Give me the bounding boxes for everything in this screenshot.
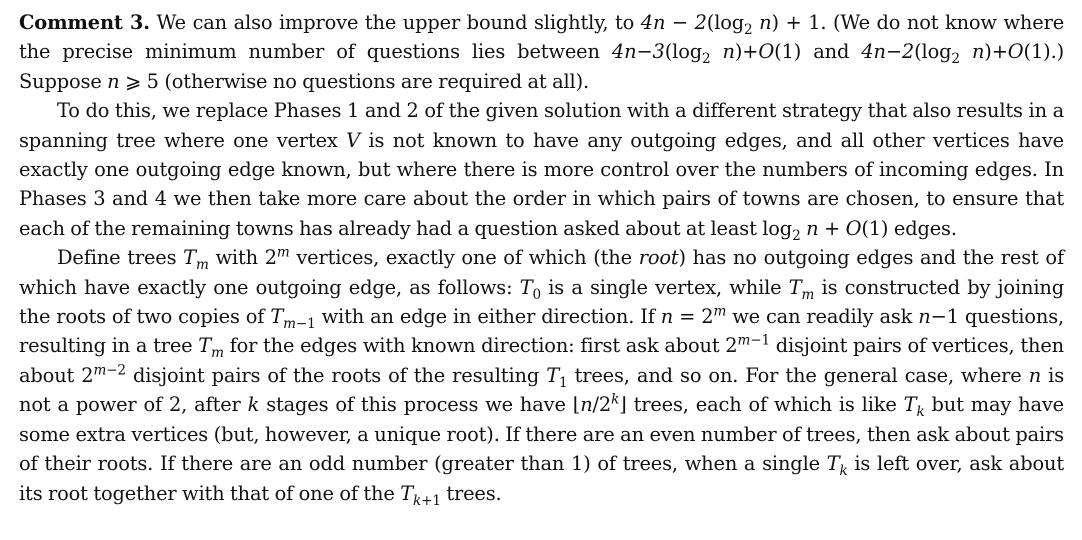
math-t-1: $T_1$ [546,363,568,391]
math-log-edges: $\log_2 n + O(1)$ [762,216,889,244]
text-span: is not known to have any outgoing edges, and all other vertices have exactly one outgoing edge known, but where there is more control over the numbers of incoming edges. In Phases 3 and 4 we then take more care about the order in which pairs of towns are chosen, to ensure that each of the remaining towns has already had a question asked about at least [19,128,1065,240]
math-t-k-plus-1: $T_{k+1}$ [400,481,441,509]
text-span: .) Suppose [19,40,1065,93]
math-t-m: $T_m$ [788,275,815,303]
math-k: k [247,393,260,417]
text-span: (otherwise no questions are required at all). [158,69,590,93]
math-n-eq-2-pow-m: n = 2$^m$ [660,303,727,329]
math-t-k: $T_k$ [826,452,848,479]
text-span: ) has no outgoing edges and the rest of which have exactly one outgoing edge, as follows: [19,246,1064,299]
text-span: disjoint pairs of the roots of the resulting [125,363,547,387]
text-span: To do this, we replace Phases 1 and 2 of the given solution with a different strategy that also results in a spanning tree where one vertex [19,99,1064,152]
text-span: is not a power of 2, after [19,363,1065,417]
text-span: We can also improve the upper bound slightly, to [156,11,641,34]
text-span: trees. [440,481,502,505]
text-span: Define trees [57,246,184,270]
text-span: is left over, ask about its root together with that of one of the [19,452,1064,505]
math-t-m-minus-1: $T_{m-1}$ [270,305,316,332]
text-span: trees, and so on. For the general case, where [567,363,1029,387]
math-n: n [1028,363,1042,387]
text-span: is constructed by joining the roots of two copies of [19,275,1064,329]
math-2-pow-m-minus-1: $2^{m-1}$ [725,333,770,358]
text-span: questions, resulting in a tree [19,305,1065,358]
paragraph-3 [19,243,1064,508]
math-t-0: $T_0$ [519,275,542,303]
text-span: stages of this process we have [259,393,573,417]
math-2-pow-m: 2$^m$ [264,244,290,270]
comment-heading: Comment 3. [19,11,150,34]
text-span: we can readily ask [726,305,919,329]
text-span: with [208,246,265,270]
text-span: and [801,40,862,64]
math-t-m: $T_m$ [183,246,209,274]
term-root: root [638,246,679,270]
text-span: for the edges with known direction: first ask about [223,334,726,358]
math-upper-range: $4n-2(\log_2$ n)+O(1) [861,40,1051,68]
text-span: with an edge in either direction. If [315,305,661,329]
math-t-k: $T_k$ [903,393,925,421]
math-2-pow-m-minus-2: $2^{m-2}$ [81,362,126,387]
math-n-geq-5: n ⩾ 5 [107,69,159,93]
text-span: vertices, exactly one of which (the [289,246,639,270]
math-t-m: $T_m$ [198,334,224,362]
text-span: edges. [888,216,957,240]
math-n-minus-1: n−1 [918,305,959,329]
text-span: trees, each of which is like [626,393,904,417]
math-floor-n-over-2k: ⌊n/2$^k$⌋ [572,391,627,417]
text-span: disjoint pairs of vertices, then about [19,334,1064,387]
paragraph-2 [19,96,1064,243]
math-vertex-v: V [346,128,361,152]
math-lower-range: $4n-3(\log_2$ n)+O(1) [611,40,802,68]
paragraph-1 [19,8,1064,96]
text-span: but may have some extra vertices (but, however, a unique root). If there are an even number of trees, then ask about pairs of their roots. If there are an odd number (greater than 1) of trees, when a single [19,393,1064,476]
math-upper-bound: $4n - 2(\log_2$ n) + 1 [640,11,821,38]
text-span: . (We do not know where the precise minimum number of questions lies between [19,11,1065,64]
text-span: is a single vertex, while [541,275,789,299]
